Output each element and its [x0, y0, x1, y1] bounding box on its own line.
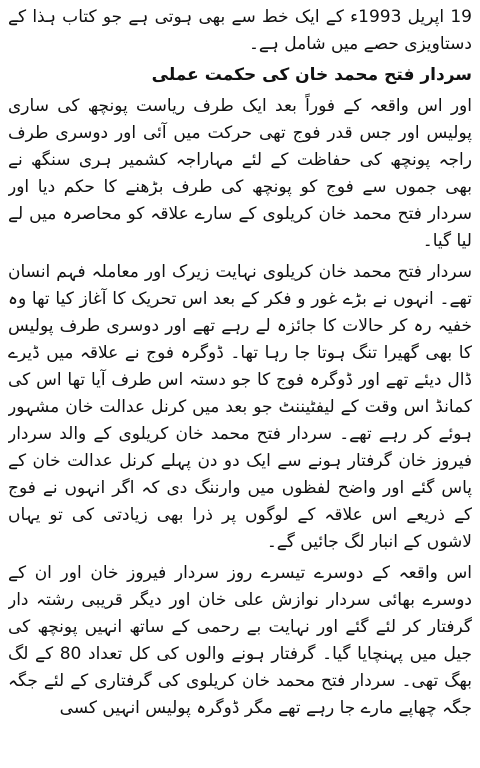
document-page [8, 4, 472, 764]
paragraph-3: اس واقعہ کے دوسرے تیسرے روز سردار فیروز خان اور ان کے دوسرے بھائی سردار نوازش علی خان اور دیگر قریبی رشتہ دار گرفتار کر لئے گئے اور نہایت بے رحمی کے ساتھ انہیں پونچھ کی جیل میں پہنچایا گیا۔ گرفتار ہونے والوں کی کل تعداد 80 کے لگ بھگ تھی۔ سردار فتح محمد خان کریلوی کی گرفتاری کے لئے جگہ جگہ چھاپے مارے جا رہے تھے مگر ڈوگرہ پولیس انہیں کسی [8, 563, 472, 718]
paragraph-2: سردار فتح محمد خان کریلوی نہایت زیرک اور معاملہ فہم انسان تھے۔ انہوں نے بڑے غور و فکر کے بعد اس تحریک کا آغاز کیا تھا وہ خفیہ رہ کر حالات کا جائزہ لے رہے تھے اور دوسری طرف پولیس کا بھی گھیرا تنگ ہوتا جا رہا تھا۔ ڈوگرہ فوج نے علاقہ میں ڈیرے ڈال دیئے تھے اور ڈوگرہ فوج کا جو دستہ اس طرف آیا تھا اس کی کمانڈ اس وقت کے لیفٹیننٹ جو بعد میں کرنل عدالت خان مشہور ہوئے کر رہے تھے۔ سردار فتح محمد خان کریلوی کے والد سردار فیروز خان گرفتار ہونے سے ایک دو دن پہلے کرنل عدالت خان کے پاس گئے اور واضح لفظوں میں وارننگ دی کہ اگر انہوں نے فوج کے ذریعے اس علاقہ کے لوگوں پر ذرا بھی زیادتی کی تو یہاں لاشوں کے انبار لگ جائیں گے۔ [8, 262, 472, 552]
intro-paragraph: 19 اپریل 1993ء کے ایک خط سے بھی ہوتی ہے جو کتاب ہذا کے دستاویزی حصے میں شامل ہے۔ [8, 7, 472, 54]
section-heading: سردار فتح محمد خان کی حکمت عملی [151, 65, 472, 85]
paragraph-1: اور اس واقعہ کے فوراً بعد ایک طرف ریاست پونچھ کی ساری پولیس اور جس قدر فوج تھی حرکت میں آئی اور دوسری طرف راجہ پونچھ کی حفاظت کے لئے مہاراجہ کشمیر ہری سنگھ نے بھی جموں سے فوج کو پونچھ کی طرف بڑھنے کا حکم دیا اور سردار فتح محمد خان کریلوی کے سارے علاقہ کو محاصرہ میں لے لیا گیا۔ [8, 96, 472, 251]
